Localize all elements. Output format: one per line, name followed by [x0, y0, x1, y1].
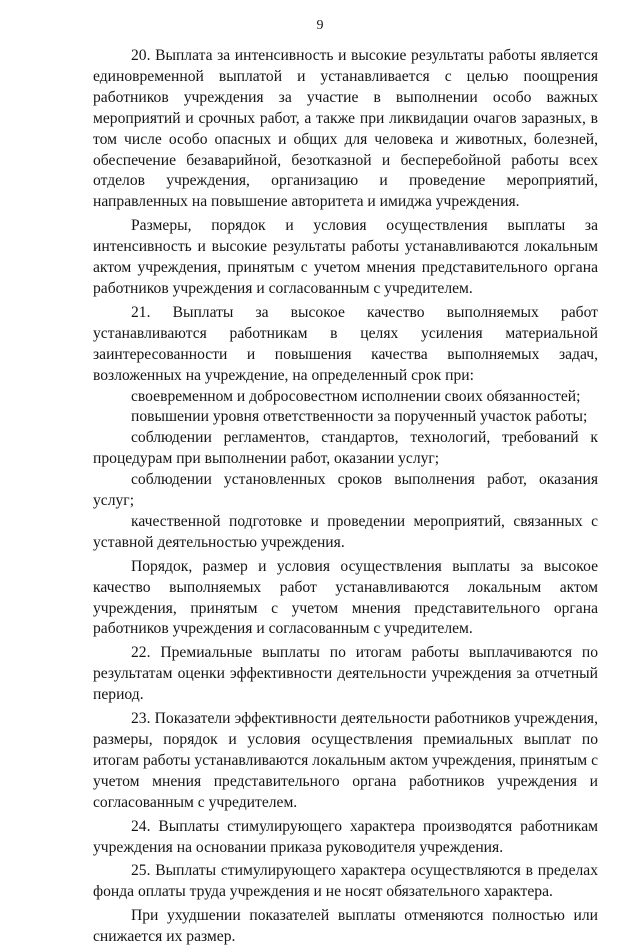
paragraph-23: 23. Показатели эффективности деятельности работников учреждения, размеры, порядок и условия осуществления премиальных выплат по итогам работы устанавливаются локальным актом учреждения, принятым с учетом мнения представительного органа работников учреждения и согласованным с учредителем.	[93, 710, 598, 811]
paragraph-22: 22. Премиальные выплаты по итогам работы выплачиваются по результатам оценки эффективности деятельности учреждения за отчетный период.	[93, 644, 598, 704]
paragraph-25: 25. Выплаты стимулирующего характера осуществляются в пределах фонда оплаты труда учреждения и не носят обязательного характера.	[93, 862, 598, 901]
paragraph-20: 20. Выплата за интенсивность и высокие результаты работы является единовременной выплатой и устанавливается с целью поощрения работников учреждения за участие в выполнении особо важных мероприятий и срочных работ, а также при ликвидации очагов заразных, в том числе особо опасных и общих для человека и животных, болезней, обеспечение безаварийной, безотказной и бесперебойной работы всех отделов учреждения, организацию и проведение мероприятий, направленных на повышение авторитета и имиджа учреждения.	[93, 47, 598, 211]
paragraph-21: 21. Выплаты за высокое качество выполняемых работ устанавливаются работникам в целях усиления материальной заинтересованности и повышения качества выполняемых задач, возложенных на учреждение, на определенный срок при:	[93, 303, 598, 384]
paragraph-24: 24. Выплаты стимулирующего характера производятся работникам учреждения на основании приказа руководителя учреждения.	[93, 817, 598, 856]
page-number: 9	[316, 18, 324, 33]
list-item: своевременном и добросовестном исполнении своих обязанностей;	[131, 387, 581, 405]
list-item: качественной подготовке и проведении мероприятий, связанных с уставной деятельностью учреждения.	[93, 512, 598, 551]
document-body	[93, 46, 598, 948]
list-item: соблюдении регламентов, стандартов, технологий, требований к процедурам при выполнении работ, оказании услуг;	[93, 429, 598, 468]
paragraph-21-terms: Порядок, размер и условия осуществления выплаты за высокое качество выполняемых работ устанавливаются локальным актом учреждения, принятым с учетом мнения представительного органа работников учреждения и согласованным с учредителем.	[93, 557, 598, 638]
list-item: соблюдении установленных сроков выполнения работ, оказания услуг;	[93, 471, 598, 510]
paragraph-25-note: При ухудшении показателей выплаты отменяются полностью или снижается их размер.	[93, 907, 598, 946]
paragraph-20-terms: Размеры, порядок и условия осуществления выплаты за интенсивность и высокие результаты работы устанавливаются локальным актом учреждения, принятым с учетом мнения представительного органа работников учреждения и согласованным с учредителем.	[93, 217, 598, 297]
list-item: повышении уровня ответственности за порученный участок работы;	[131, 408, 588, 426]
